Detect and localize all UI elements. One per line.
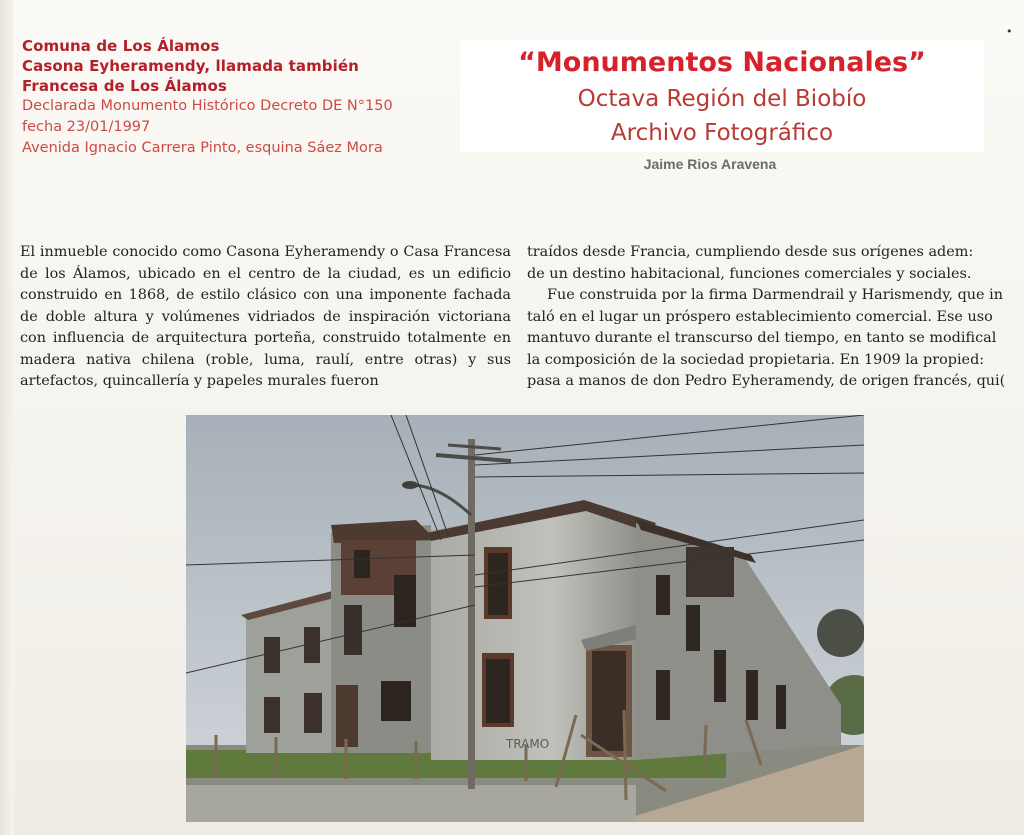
graffiti-text: TRAMO <box>506 737 550 751</box>
house-central-tower <box>331 520 436 753</box>
page-title: “Monumentos Nacionales” <box>518 47 926 78</box>
body-line: de un destino habitacional, funciones comerciales y sociales. <box>527 265 972 282</box>
body-line: mantuvo durante el transcurso del tiempo, en tanto se modifical <box>527 330 997 346</box>
title-box <box>460 40 984 152</box>
monument-name-line2: Francesa de Los Álamos <box>22 77 227 95</box>
commune-label: Comuna de Los Álamos <box>22 37 220 55</box>
house-photo <box>186 415 864 822</box>
author-name: Jaime Rios Aravena <box>643 156 777 172</box>
corner-mark: • <box>1006 25 1013 38</box>
house-main-volume <box>426 500 656 760</box>
text-column-left <box>20 242 511 393</box>
body-line: pasa a manos de don Pedro Eyheramendy, de origen francés, qui( <box>527 373 1006 389</box>
body-line: taló en el lugar un próspero establecimiento comercial. Ese uso <box>527 308 993 325</box>
street <box>186 785 636 822</box>
body-line: Fue construida por la firma Darmendrail y Harismendy, que in <box>547 287 1004 303</box>
scan-edge <box>0 0 14 835</box>
decree-line: Declarada Monumento Histórico Decreto DE N°150 <box>22 98 393 114</box>
monument-name-line1: Casona Eyheramendy, llamada también <box>22 57 359 75</box>
body-line: la composición de la sociedad propietaria. En 1909 la propied: <box>527 351 985 368</box>
decree-date: fecha 23/01/1997 <box>22 119 151 135</box>
body-paragraph: El inmueble conocido como Casona Eyheramendy o Casa Francesa de los Álamos, ubicado en el centro de la ciudad, es un edificio construido en 1868, de estilo clásico con una imponente fachada de doble altura y volúmenes vidriados de inspiración victoriana con influencia de arquitectura porteña, construido totalmente en madera nativa chilena (roble, luma, raulí, entre otras) y sus artefactos, quincallería y papeles murales fueron <box>20 244 511 389</box>
body-line: traídos desde Francia, cumpliendo desde sus orígenes adem: <box>527 244 974 260</box>
region-subtitle: Octava Región del Biobío <box>577 86 867 112</box>
archive-subtitle: Archivo Fotográfico <box>610 120 834 146</box>
house-left-wing <box>241 590 346 753</box>
text-column-right <box>527 242 1009 393</box>
address-line: Avenida Ignacio Carrera Pinto, esquina Sáez Mora <box>22 140 383 156</box>
house-photo-illustration <box>186 415 864 822</box>
monument-header <box>22 36 462 159</box>
